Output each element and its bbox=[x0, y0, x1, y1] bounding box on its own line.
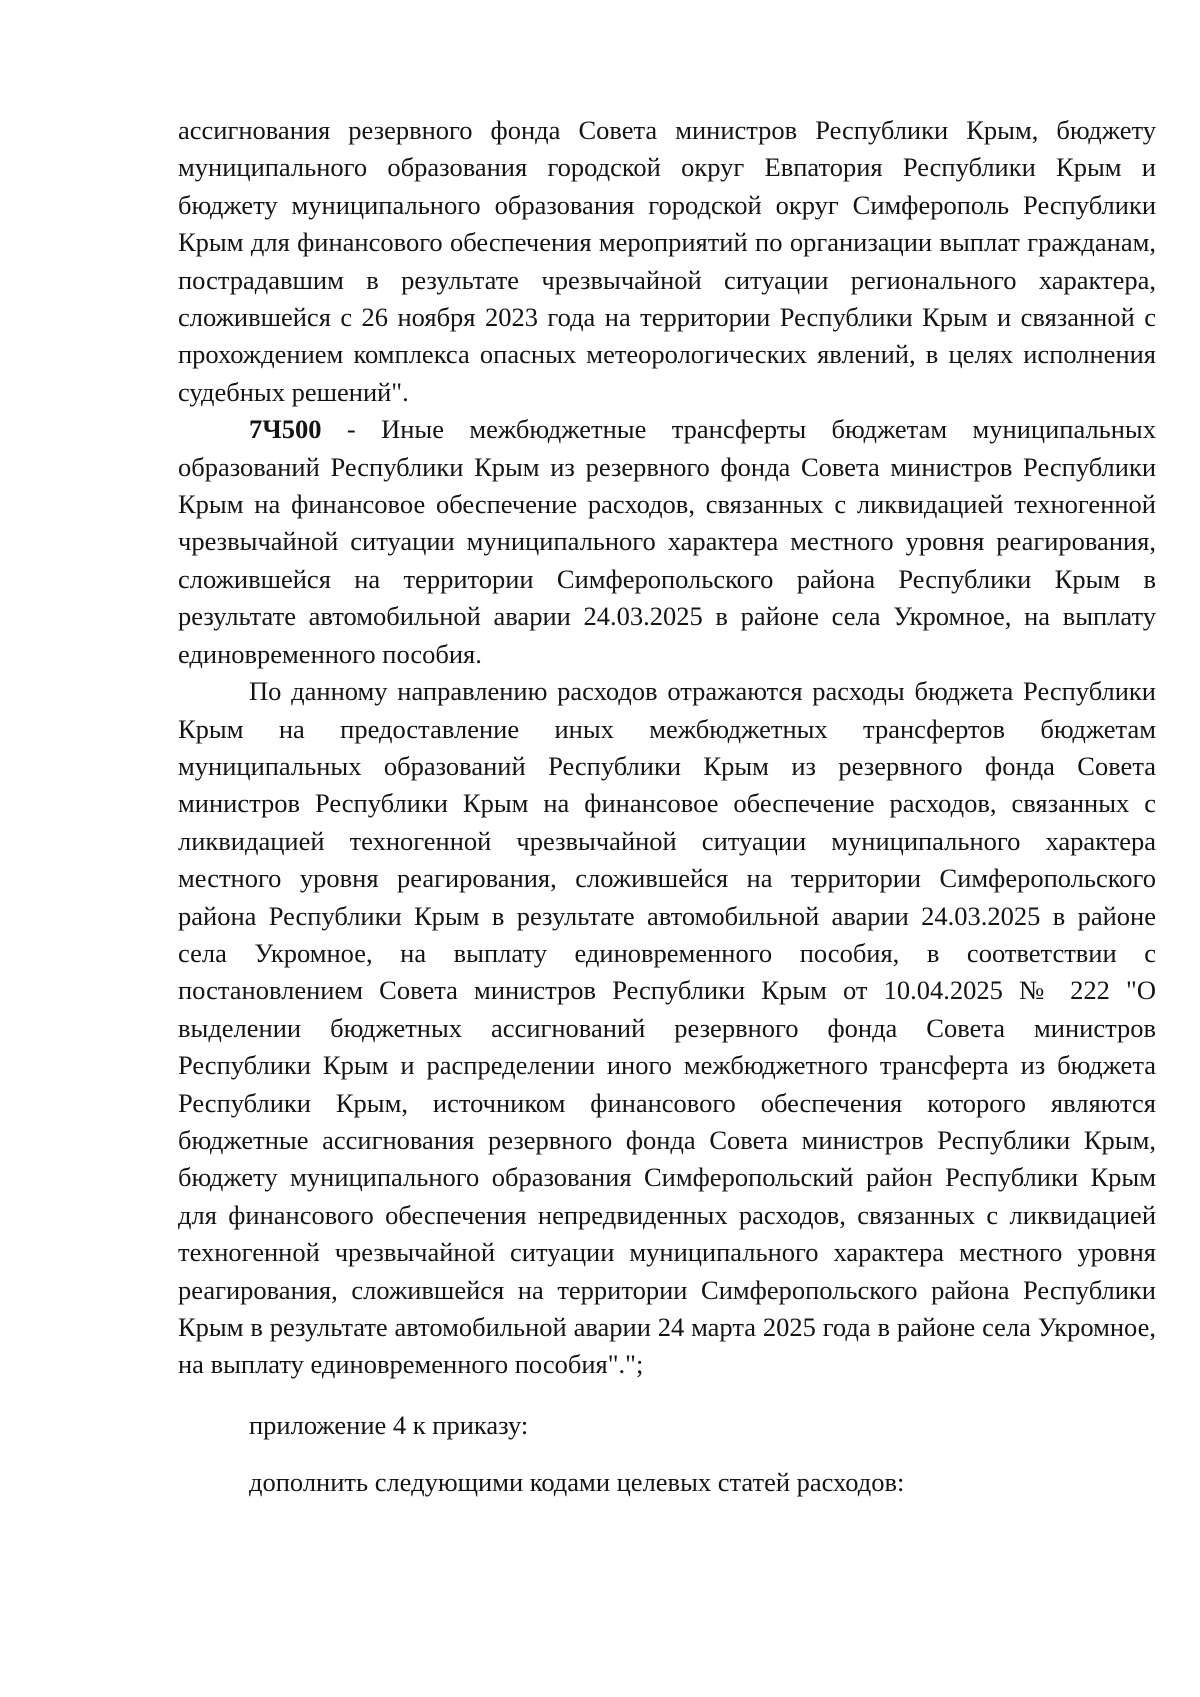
supplement-line: дополнить следующими кодами целевых статей расходов: bbox=[249, 1467, 905, 1498]
paragraph-continuation: ассигнования резервного фонда Совета министров Республики Крым, бюджету муниципального образования городской округ Евпатория Республики Крым и бюджету муниципального образования городской округ Симферополь Республики Крым для финансового обеспечения мероприятий по организации выплат гражданам, пострадавшим в результате чрезвычайной ситуации регионального характера, сложившейся с 26 ноября 2023 года на территории Республики Крым и связанной с прохождением комплекса опасных метеорологических явлений, в целях исполнения судебных решений". bbox=[178, 115, 1156, 407]
paragraph-expense-direction: По данному направлению расходов отражаются расходы бюджета Республики Крым на предоставление иных межбюджетных трансфертов бюджетам муниципальных образований Республики Крым из резервного фонда Совета министров Республики Крым на финансовое обеспечение расходов, связанных с ликвидацией техногенной чрезвычайной ситуации муниципального характера местного уровня реагирования, сложившейся на территории Симферопольского района Республики Крым в результате автомобильной аварии 24.03.2025 в районе села Укромное, на выплату единовременного пособия, в соответствии с постановлением Совета министров Республики Крым от 10.04.2025 № 222 "О выделении бюджетных ассигнований резервного фонда Совета министров Республики Крым и распределении иного межбюджетного трансферта из бюджета Республики Крым, источником финансового обеспечения которого являются бюджетные ассигнования резервного фонда Совета министров Республики Крым, бюджету муниципального образования Симферопольский район Республики Крым для финансового обеспечения непредвиденных расходов, связанных с ликвидацией техногенной чрезвычайной ситуации муниципального характера местного уровня реагирования, сложившейся на территории Симферопольского района Республики Крым в результате автомобильной аварии 24 марта 2025 года в районе села Укромное, на выплату единовременного пособия"."; bbox=[178, 676, 1156, 1380]
paragraph-code-7ch500 bbox=[178, 411, 1156, 673]
appendix-line: приложение 4 к приказу: bbox=[249, 1409, 529, 1440]
document-body bbox=[178, 112, 1156, 1502]
target-article-description: - Иные межбюджетные трансферты бюджетам муниципальных образований Республики Крым из резервного фонда Совета министров Республики Крым на финансовое обеспечение расходов, связанных с ликвидацией техногенной чрезвычайной ситуации муниципального характера местного уровня реагирования, сложившейся на территории Симферопольского района Республики Крым в результате автомобильной аварии 24.03.2025 в районе села Укромное, на выплату единовременного пособия. bbox=[178, 414, 1156, 669]
target-article-code: 7Ч500 bbox=[249, 414, 322, 445]
